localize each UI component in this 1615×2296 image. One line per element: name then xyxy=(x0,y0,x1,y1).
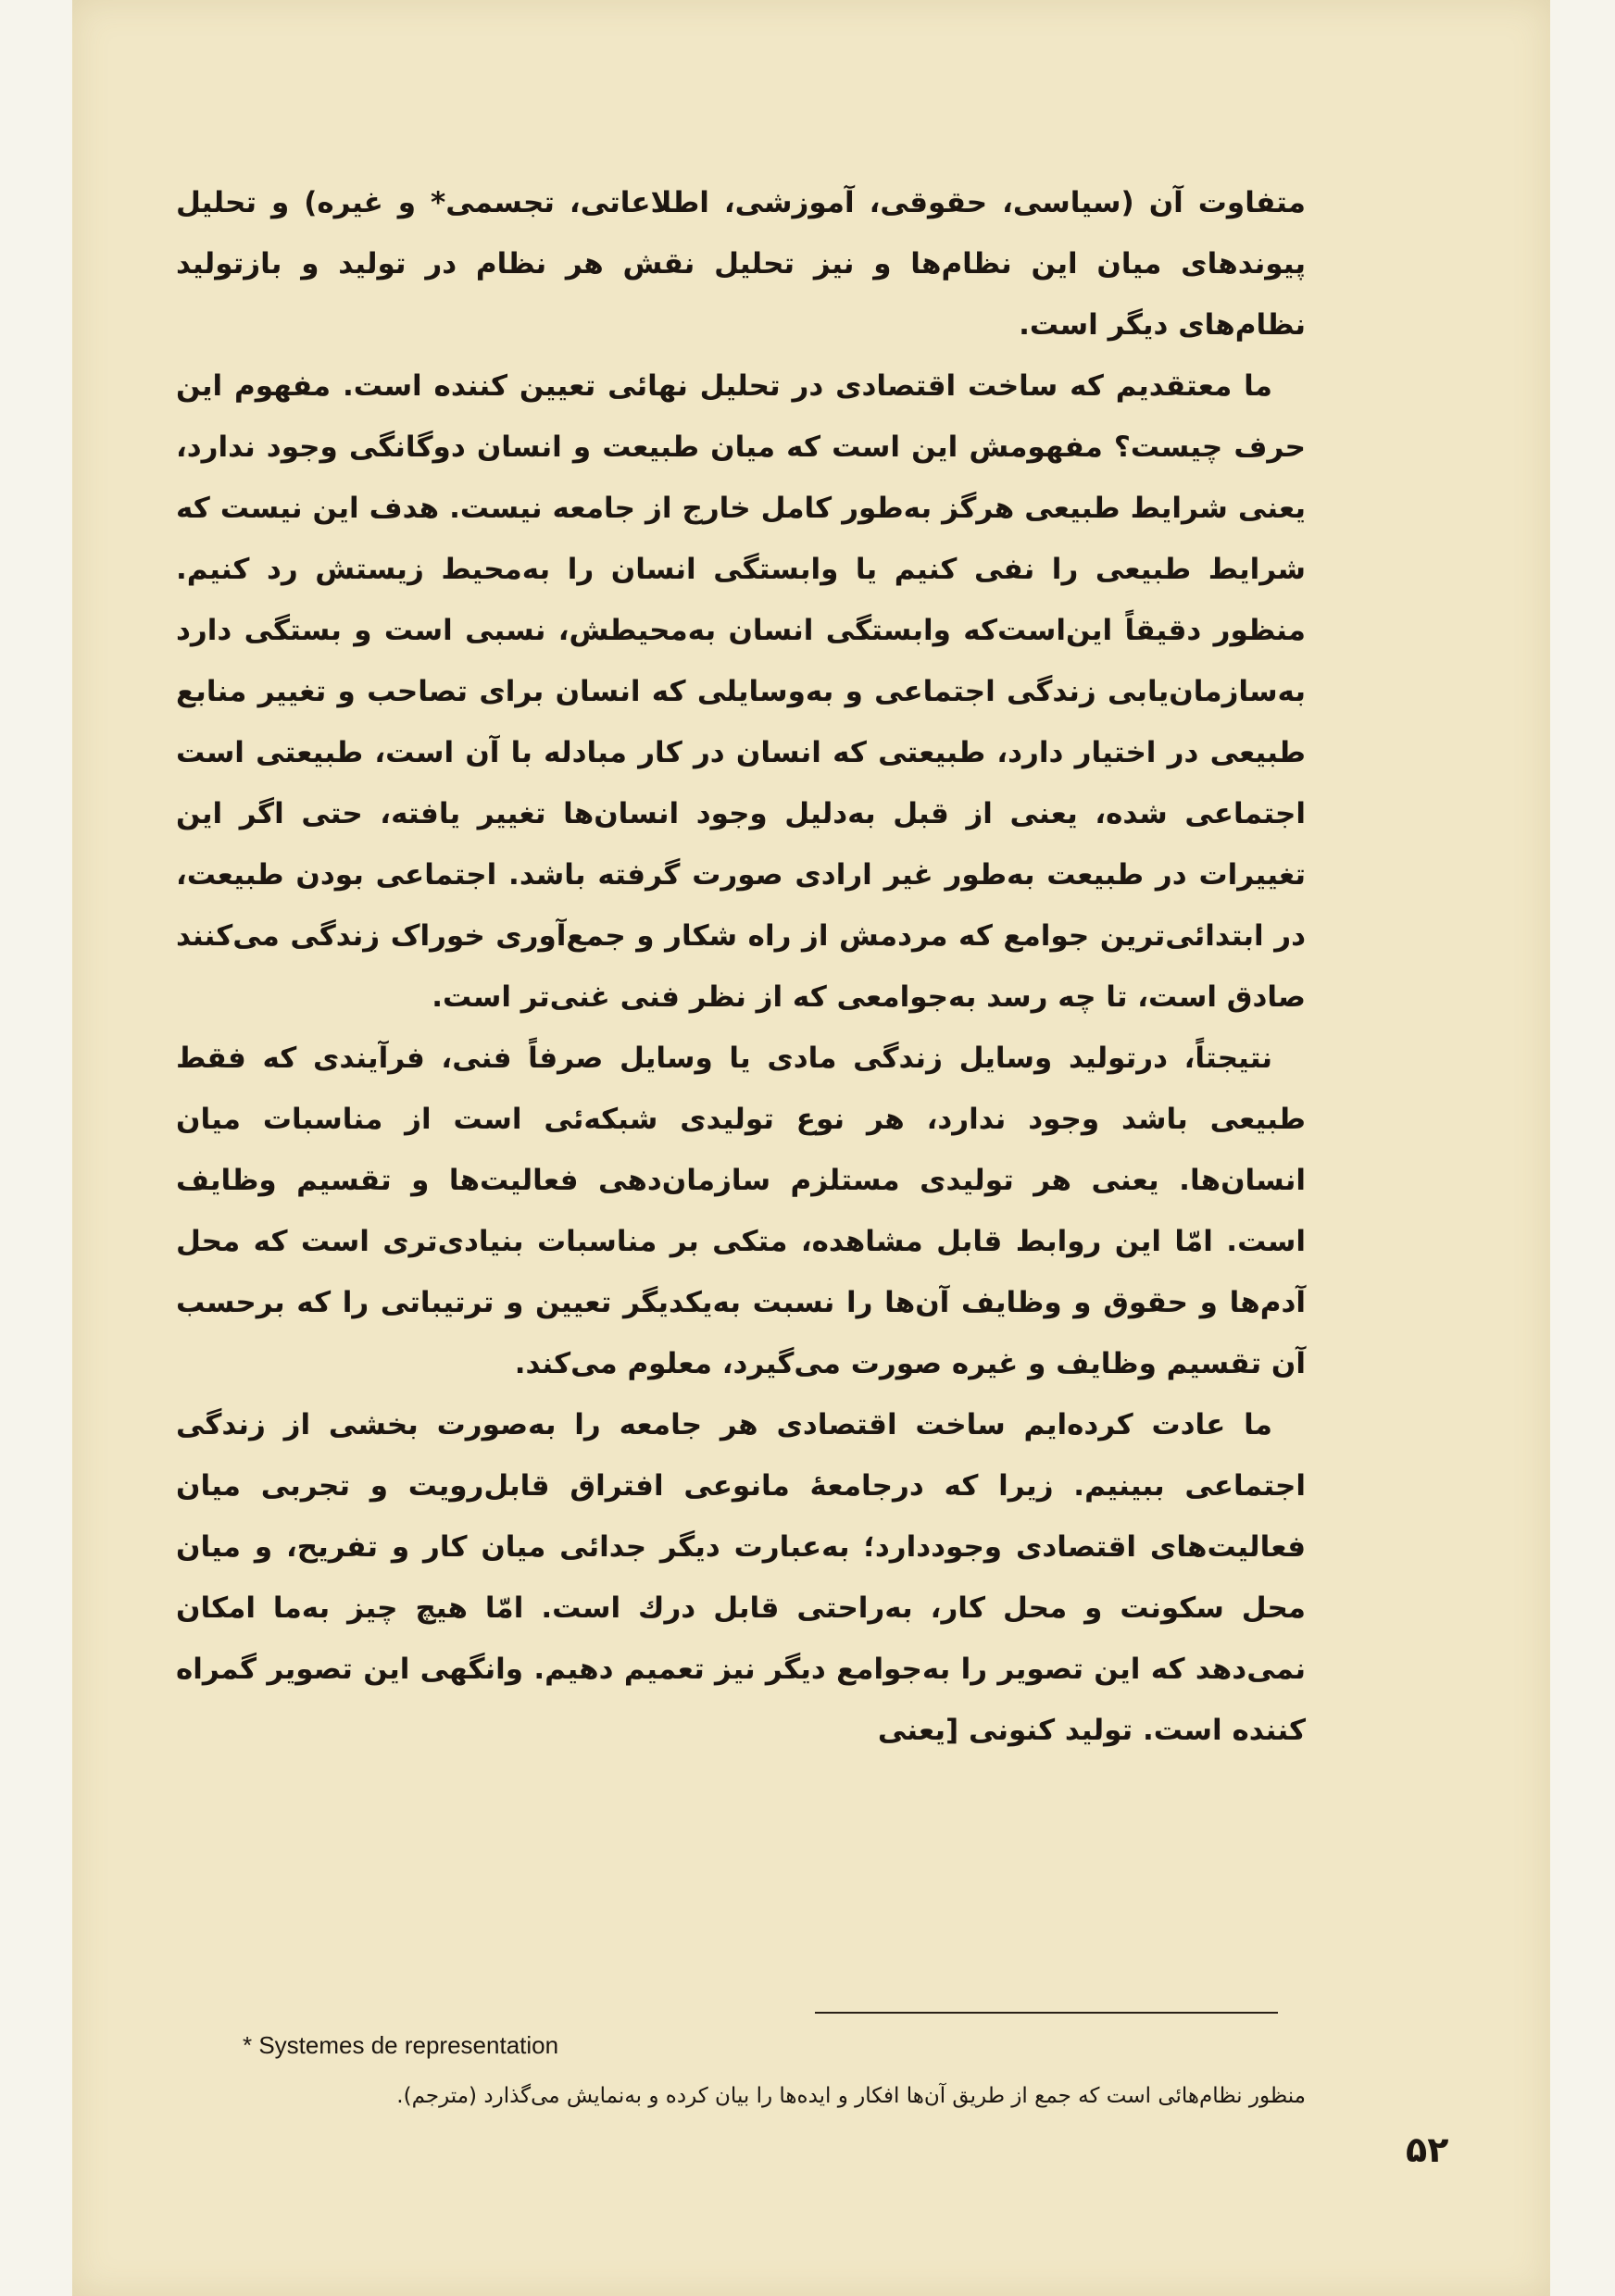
paragraph-2: ما معتقدیم که ساخت اقتصادی در تحلیل نهائی تعیین کننده است. مفهوم این حرف چیست؟ مفهومش این است که میان طبیعت و انسان دوگانگی وجود ندارد، یعنی شرایط طبیعی هرگز به‌طور کامل خارج از جامعه نیست. هدف این نیست که شرایط طبیعی را نفی کنیم یا وابستگی انسان را به‌محیط زیستش رد کنیم. منظور دقیقاً این‌است‌که وابستگی انسان به‌محیطش، نسبی است و بستگی دارد به‌سازمان‌یابی زندگی اجتماعی و به‌وسایلی که انسان برای تصاحب و تغییر منابع طبیعی در اختیار دارد، طبیعتی که انسان در کار مبادله با آن است، طبیعتی است اجتماعی شده، یعنی از قبل به‌دلیل وجود انسان‌ها تغییر یافته، حتی اگر این تغییرات در طبیعت به‌طور غیر ارادی صورت گرفته باشد. اجتماعی بودن طبیعت، در ابتدائی‌ترین جوامع که مردمش از راه شکار و جمع‌آوری خوراک زندگی می‌کنند صادق است، تا چه رسد به‌جوامعی که از نظر فنی غنی‌تر است. xyxy=(176,369,1306,1014)
footnote-label: * Systemes de representation xyxy=(243,2031,559,2059)
main-text xyxy=(176,172,1306,1761)
paragraph-1: متفاوت آن (سیاسی، حقوقی، آموزشی، اطلاعاتی، تجسمی* و غیره) و تحلیل پیوندهای میان این نظام‌ها و نیز تحلیل نقش هر نظام در تولید و بازتولید نظام‌های دیگر است. xyxy=(176,186,1306,342)
paragraph-4: ما عادت کرده‌ایم ساخت اقتصادی هر جامعه را به‌صورت بخشی از زندگی اجتماعی ببینیم. زیرا که درجامعهٔ مانوعی افتراق قابل‌رویت و تجربی میان فعالیت‌های اقتصادی وجوددارد؛ به‌عبارت دیگر جدائی میان کار و تفریح، و میان محل سکونت و محل کار، به‌راحتی قابل درك است. امّا هیچ چیز به‌ما امکان نمی‌دهد که این تصویر را به‌جوامع دیگر نیز تعمیم دهیم. وانگهی این تصویر گمراه کننده است. تولید کنونی [یعنی xyxy=(176,1408,1306,1747)
footnote-divider xyxy=(815,2012,1278,2014)
page-number: ۵۲ xyxy=(1406,2129,1449,2170)
paragraph-3: نتیجتاً، درتولید وسایل زندگی مادی یا وسایل صرفاً فنی، فرآیندی که فقط طبیعی باشد وجود ندارد، هر نوع تولیدی شبکه‌ئی است از مناسبات میان انسان‌ها. یعنی هر تولیدی مستلزم سازمان‌دهی فعالیت‌ها و تقسیم وظایف است. امّا این روابط قابل مشاهده، متکی بر مناسبات بنیادی‌تری است که محل آدم‌ها و حقوق و وظایف آن‌ها را نسبت به‌یکدیگر تعیین و ترتیباتی را که برحسب آن تقسیم وظایف و غیره صورت می‌گیرد، معلوم می‌کند. xyxy=(176,1042,1306,1380)
footnote-text: منظور نظام‌هائی است که جمع از طریق آن‌ها افکار و ایده‌ها را بیان کرده و به‌نمایش می‌گذارد (مترجم). xyxy=(396,2084,1306,2108)
